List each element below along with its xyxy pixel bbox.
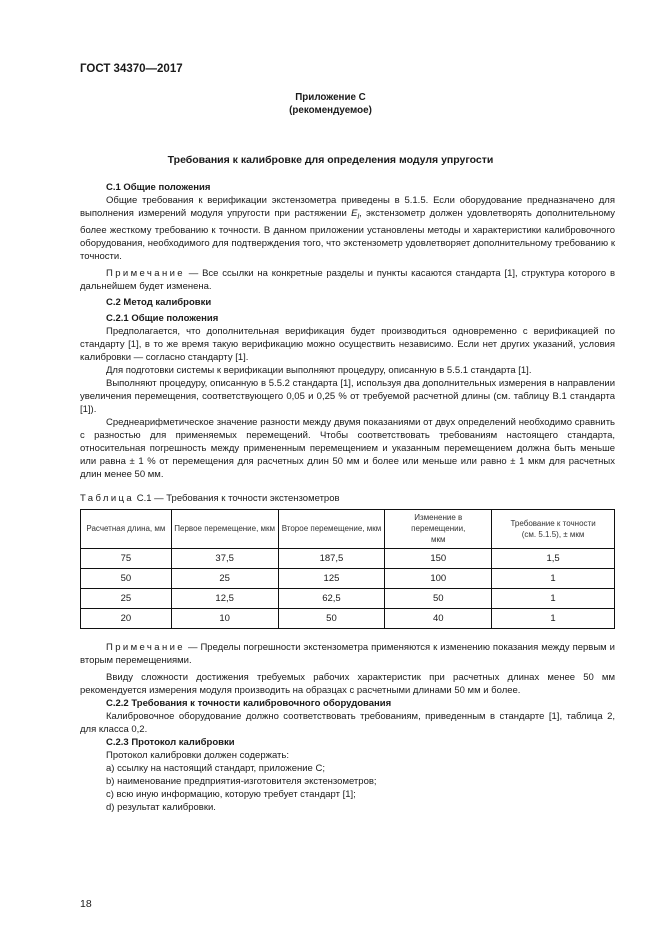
c1-text-part: , экстензометр должен удовлетворять дополнительному более жесткому требованию к точности. В данном приложении установлены методы и характеристики калибровочного оборудования, необходимого для подтверждения того, что экстензометр удовлетворяет дополнительному требованию к точности. xyxy=(80,208,615,262)
table-cell: 1,5 xyxy=(492,548,615,568)
column-header: Расчетная длина, мм xyxy=(81,509,172,548)
column-header: Требование к точности (см. 5.1.5), ± мкм xyxy=(492,509,615,548)
appendix-label: Приложение С xyxy=(295,92,366,103)
appendix-heading xyxy=(0,91,661,117)
note-label: Примечание xyxy=(106,641,185,653)
table-cell: 1 xyxy=(492,608,615,628)
table-header-row xyxy=(81,509,615,548)
column-header: Изменение в перемещении, мкм xyxy=(385,509,492,548)
section-c2-heading: С.2 Метод калибровки xyxy=(106,296,212,308)
symbol-subscript: l xyxy=(357,213,360,221)
table-cell: 100 xyxy=(385,568,492,588)
c1-paragraph xyxy=(80,194,615,263)
section-c23-heading: С.2.3 Протокол калибровки xyxy=(106,736,235,748)
table-note xyxy=(80,641,615,667)
table-cell: 150 xyxy=(385,548,492,568)
note-text: — Все ссылки на конкретные разделы и пункты касаются стандарта [1], структура которого в дальнейшем будет изменена. xyxy=(80,267,615,292)
table-cell: 37,5 xyxy=(171,548,278,568)
note-label: Примечание xyxy=(106,267,185,279)
c21-paragraph: Предполагается, что дополнительная верификация будет производиться одновременно с верификацией по стандарту [1], в то же время такую верификацию можно осуществить независимо. Если нет других указаний, условия калибровки — согласно стандарту [1]. xyxy=(80,325,615,363)
document-body xyxy=(80,181,615,814)
list-item: d) результат калибровки. xyxy=(106,801,216,813)
modulus-symbol xyxy=(351,208,359,219)
table-row xyxy=(81,548,615,568)
table-cell: 40 xyxy=(385,608,492,628)
table-cell: 75 xyxy=(81,548,172,568)
appendix-title: Требования к калибровке для определения модуля упругости xyxy=(167,154,494,166)
table-cell: 10 xyxy=(171,608,278,628)
c21-paragraph: Выполняют процедуру, описанную в 5.5.2 стандарта [1], используя два дополнительных измерения в направлении увеличения перемещения, соответствующего 0,05 и 0,25 % от требуемой расчетной длины (см. таблицу В.1 стандарта [1]). xyxy=(80,377,615,415)
table-cell: 50 xyxy=(385,588,492,608)
recommendation-paragraph: Ввиду сложности достижения требуемых рабочих характеристик при расчетных длинах менее 50 мм рекомендуется измерения модуля производить на образцах с расчетными длинами 50 мм и более. xyxy=(80,671,615,696)
table-cell: 125 xyxy=(278,568,385,588)
column-header: Первое перемещение, мкм xyxy=(171,509,278,548)
table-row xyxy=(81,608,615,628)
caption-label: Таблица xyxy=(80,492,135,504)
document-id-header: ГОСТ 34370—2017 xyxy=(80,63,183,75)
column-header: Второе перемещение, мкм xyxy=(278,509,385,548)
table-cell: 187,5 xyxy=(278,548,385,568)
table-cell: 1 xyxy=(492,588,615,608)
section-c1-heading: С.1 Общие положения xyxy=(106,182,211,193)
table-cell: 50 xyxy=(278,608,385,628)
appendix-status: (рекомендуемое) xyxy=(289,105,372,116)
c1-text-part: Общие требования к верификации экстензометра приведены в 5.1.5. Если оборудование предназначено для выполнения измерений модуля упругости при растяжении xyxy=(80,195,615,219)
table-cell: 50 xyxy=(81,568,172,588)
page-number: 18 xyxy=(80,898,92,910)
table-row xyxy=(81,588,615,608)
c22-paragraph: Калибровочное оборудование должно соответствовать требованиям, приведенным в стандарте [1], таблица 2, для класса 0,2. xyxy=(80,710,615,735)
accuracy-table xyxy=(80,509,615,629)
list-item: c) всю иную информацию, которую требует стандарт [1]; xyxy=(106,788,356,800)
c1-note xyxy=(80,267,615,293)
table-row xyxy=(81,568,615,588)
list-item: b) наименование предприятия-изготовителя экстензометров; xyxy=(106,775,377,787)
section-c22-heading: С.2.2 Требования к точности калибровочного оборудования xyxy=(106,697,392,709)
table-cell: 25 xyxy=(171,568,278,588)
section-c21-heading: С.2.1 Общие положения xyxy=(106,312,219,324)
table-cell: 25 xyxy=(81,588,172,608)
c21-paragraph: Для подготовки системы к верификации выполняют процедуру, описанную в 5.5.1 стандарта [1]. xyxy=(106,364,532,376)
symbol-e: E xyxy=(351,208,358,219)
caption-text: С.1 — Требования к точности экстензометров xyxy=(134,492,340,504)
list-item: a) ссылку на настоящий стандарт, приложение С; xyxy=(106,762,325,774)
c21-paragraph: Среднеарифметическое значение разности между двумя показаниями от двух определений необходимо сравнить с разностью для применяемых перемещений. Чтобы соответствовать требованиям настоящего стандарта, относительная погрешность между примененным перемещением и указанным перемещением должна быть меньше или равна ± 1 % от перемещения для расчетных длин 50 мм и более или меньше или равно ± 1 мкм для расчетных длин менее 50 мм. xyxy=(80,416,615,480)
table-cell: 20 xyxy=(81,608,172,628)
table-cell: 1 xyxy=(492,568,615,588)
table-cell: 12,5 xyxy=(171,588,278,608)
table-cell: 62,5 xyxy=(278,588,385,608)
table-caption xyxy=(80,492,615,505)
c23-intro: Протокол калибровки должен содержать: xyxy=(106,749,289,761)
note-text: — Пределы погрешности экстензометра применяются к изменению показания между первым и вторым перемещениями. xyxy=(80,641,615,666)
